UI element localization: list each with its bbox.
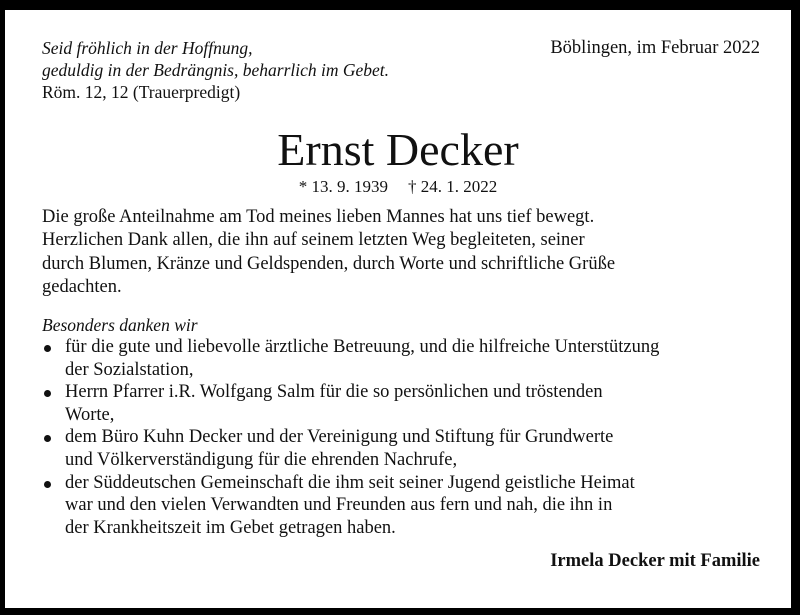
body-line: gedachten. (42, 276, 122, 297)
list-item-line: und Völkerverständigung für die ehrenden Nachrufe, (65, 449, 458, 470)
list-item (42, 426, 659, 471)
list-item-line: war und den vielen Verwandten und Freunden aus fern und nah, die ihn in (65, 495, 613, 516)
body-line: durch Blumen, Kränze und Geldspenden, durch Worte und schriftliche Grüße (42, 253, 616, 274)
list-item (42, 336, 659, 381)
bullet-icon (44, 345, 51, 352)
obituary-notice (5, 10, 791, 608)
signature: Irmela Decker mit Familie (550, 551, 760, 571)
list-item-line: der Süddeutschen Gemeinschaft die ihm seit seiner Jugend geistliche Heimat (65, 472, 635, 493)
death-date: † 24. 1. 2022 (408, 177, 498, 196)
list-item (42, 472, 659, 540)
thanks-list (42, 336, 659, 539)
body-line: Die große Anteilnahme am Tod meines lieben Mannes hat uns tief bewegt. (42, 207, 595, 227)
bullet-icon (44, 435, 51, 442)
list-item-line: für die gute und liebevolle ärztliche Betreuung, und die hilfreiche Unterstützung (65, 337, 660, 357)
list-item-line: der Krankheitszeit im Gebet getragen haben. (65, 517, 396, 538)
bullet-icon (44, 390, 51, 397)
bullet-icon (44, 481, 51, 488)
list-item-line: Worte, (65, 404, 115, 425)
birth-date: * 13. 9. 1939 (298, 177, 388, 196)
list-item-line: der Sozialstation, (65, 359, 194, 380)
quote-line: geduldig in der Bedrängnis, beharrlich im Gebet. (42, 60, 390, 80)
deceased-name: Ernst Decker (277, 124, 519, 175)
place-date: Böblingen, im Februar 2022 (550, 38, 760, 58)
quote-reference: Röm. 12, 12 (Trauerpredigt) (42, 82, 241, 102)
thanks-heading: Besonders danken wir (42, 315, 198, 335)
thank-you-text (42, 206, 615, 299)
bible-quote (42, 37, 389, 103)
list-item-line: dem Büro Kuhn Decker und der Vereinigung und Stiftung für Grundwerte (65, 427, 614, 448)
quote-line: Seid fröhlich in der Hoffnung, (42, 38, 253, 58)
life-dates (5, 176, 791, 198)
list-item-line: Herrn Pfarrer i.R. Wolfgang Salm für die so persönlichen und tröstenden (65, 382, 603, 403)
list-item (42, 381, 659, 426)
body-line: Herzlichen Dank allen, die ihn auf seinem letzten Weg begleiteten, seiner (42, 230, 585, 251)
